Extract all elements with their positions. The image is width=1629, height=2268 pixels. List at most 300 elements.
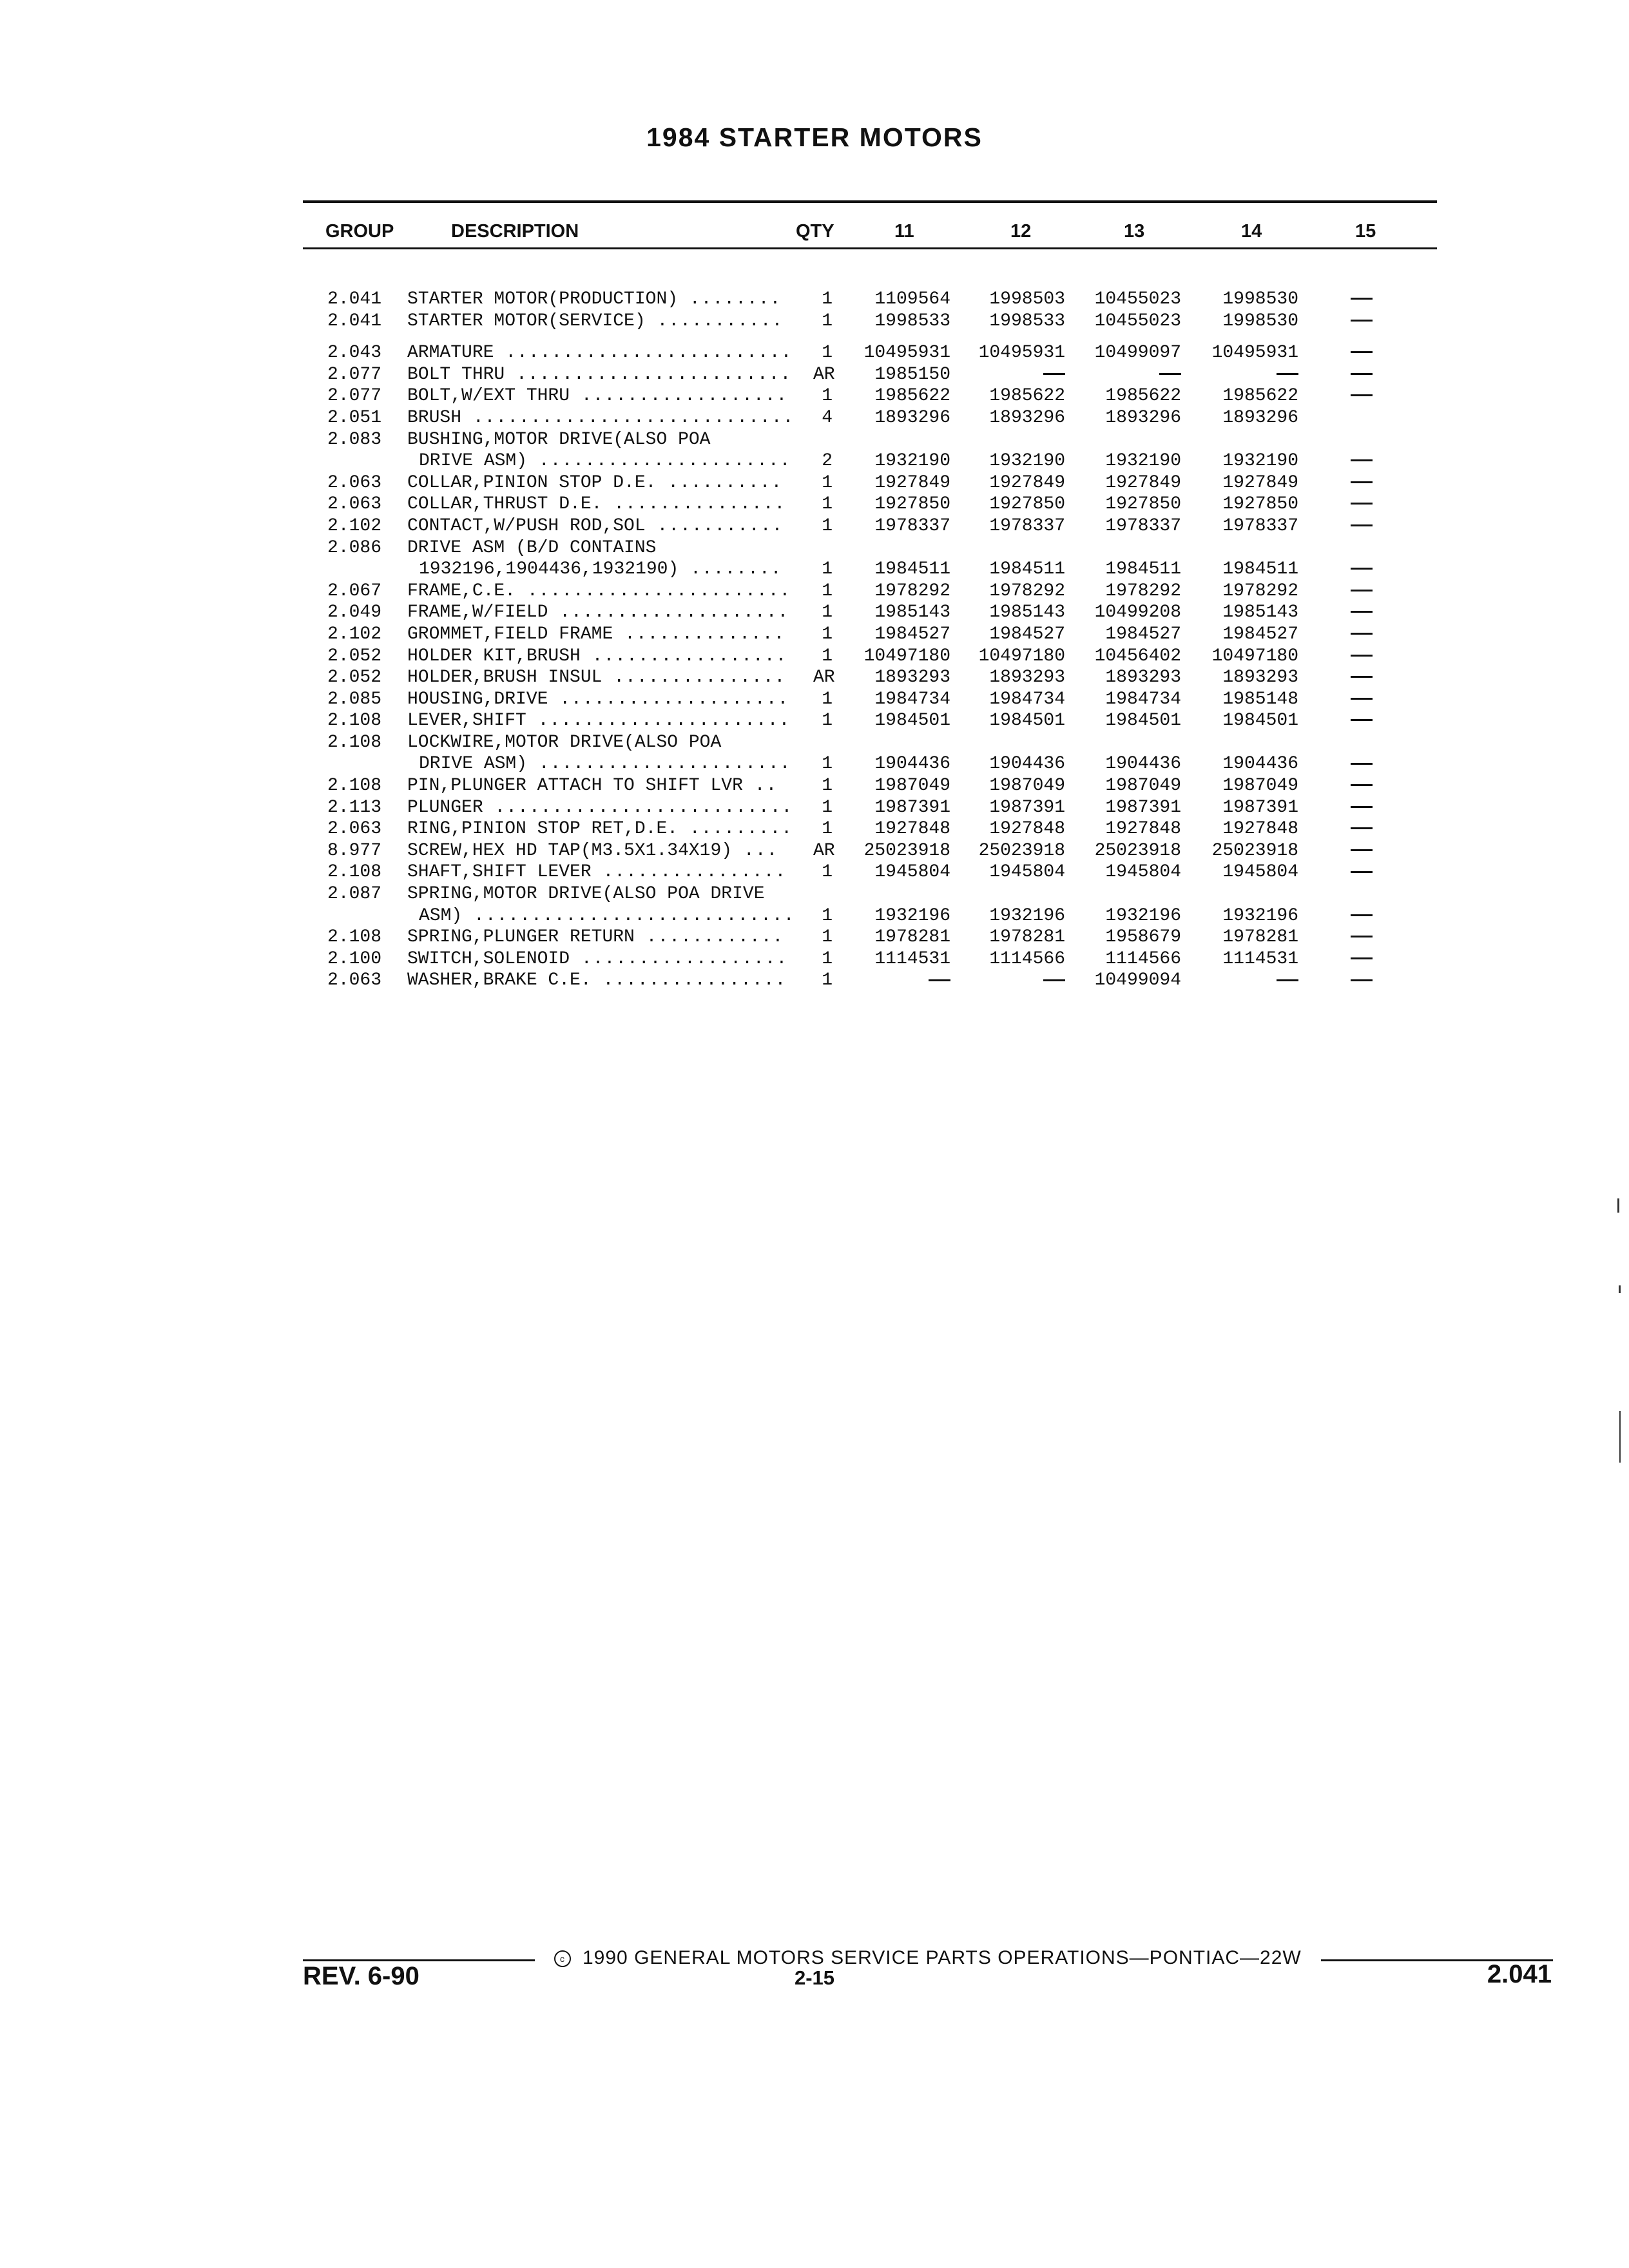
section-number: 2.041 — [1487, 1960, 1552, 1988]
part-col-15 — [1349, 624, 1374, 646]
table-row — [0, 927, 1629, 948]
table-row — [0, 624, 1629, 646]
part-col-15 — [1349, 450, 1374, 472]
part-col-13: 1927848 — [1105, 819, 1181, 840]
description-cell — [407, 710, 790, 732]
table-row — [0, 689, 1629, 711]
table-row — [0, 364, 1629, 386]
table-row — [0, 646, 1629, 668]
part-col-13: 10455023 — [1094, 311, 1181, 331]
part-col-15 — [1349, 797, 1374, 819]
description-cell — [407, 624, 785, 646]
header-col-15: 15 — [1355, 221, 1376, 242]
part-col-11: 1984501 — [874, 711, 950, 731]
description-text: BRUSH — [407, 407, 462, 428]
description-text: RING,PINION STOP RET,D.E. — [407, 819, 679, 840]
dash-mark — [1351, 351, 1373, 353]
group-cell: 2.052 — [327, 646, 382, 666]
part-col-13: 1987049 — [1105, 776, 1181, 796]
group-cell: 2.041 — [327, 289, 382, 309]
leader-dots: ............................ — [462, 905, 795, 926]
dash-mark — [1351, 957, 1373, 959]
part-col-12: 1978292 — [989, 581, 1065, 601]
leader-dots: ...................... — [526, 711, 791, 731]
description-text: SPRING,PLUNGER RETURN — [407, 927, 635, 948]
description-cell — [407, 311, 783, 332]
part-col-12 — [936, 364, 1065, 386]
part-col-13: 1904436 — [1105, 754, 1181, 774]
description-cell — [407, 494, 786, 515]
header-qty: QTY — [796, 221, 834, 242]
description-cell — [407, 689, 789, 711]
leader-dots: ........................ — [505, 364, 792, 385]
qty-cell: 1 — [822, 646, 833, 666]
leader-dots: ... — [732, 840, 778, 861]
part-col-11: 1893296 — [874, 407, 950, 428]
page-title: 1984 STARTER MOTORS — [646, 122, 983, 152]
part-col-11: 1932196 — [874, 905, 950, 926]
dash-mark — [1277, 979, 1298, 981]
part-col-14: 1114531 — [1222, 948, 1298, 969]
dash-mark — [1351, 655, 1373, 657]
description-text: LOCKWIRE,MOTOR DRIVE(ALSO POA — [407, 732, 722, 753]
table-row — [0, 515, 1629, 537]
dash-mark — [1351, 524, 1373, 526]
description-cell — [407, 602, 789, 624]
qty-cell: 1 — [822, 624, 833, 644]
description-text: HOLDER,BRUSH INSUL — [407, 668, 602, 688]
description-text: PLUNGER — [407, 797, 483, 818]
part-col-14: 1927848 — [1222, 819, 1298, 840]
leader-dots: .. — [742, 776, 778, 796]
part-col-11: 1984511 — [874, 559, 950, 580]
group-cell: 2.077 — [327, 386, 382, 407]
description-cell — [407, 289, 781, 311]
part-col-11: 25023918 — [863, 840, 950, 861]
part-col-12: 1893296 — [989, 407, 1065, 428]
part-col-14 — [1170, 364, 1298, 386]
description-cell — [407, 818, 793, 840]
description-text: STARTER MOTOR(SERVICE) — [407, 311, 646, 331]
part-col-14: 1987391 — [1222, 797, 1298, 818]
table-row — [0, 537, 1629, 559]
qty-cell: 1 — [822, 819, 833, 840]
part-col-12: 1927850 — [989, 494, 1065, 515]
part-col-14: 25023918 — [1211, 840, 1298, 861]
table-row — [0, 407, 1629, 429]
part-col-15 — [1349, 646, 1374, 668]
table-row — [0, 602, 1629, 624]
part-col-13: 1893293 — [1105, 668, 1181, 688]
qty-cell: 1 — [822, 689, 833, 709]
part-col-14: 1893296 — [1222, 407, 1298, 428]
part-col-14: 1893293 — [1222, 668, 1298, 688]
part-col-12: 1927848 — [989, 819, 1065, 840]
leader-dots: ............... — [602, 494, 786, 515]
group-cell: 2.108 — [327, 862, 382, 883]
qty-cell: 1 — [822, 776, 833, 796]
part-col-12: 10497180 — [978, 646, 1065, 666]
dash-mark — [1351, 936, 1373, 937]
part-col-11: 1945804 — [874, 862, 950, 883]
table-row — [0, 883, 1629, 905]
part-col-13: 1932190 — [1105, 451, 1181, 472]
part-col-15 — [1349, 753, 1374, 775]
description-text: BOLT,W/EXT THRU — [407, 386, 570, 407]
part-col-11: 1985150 — [874, 364, 950, 385]
qty-cell: 1 — [822, 472, 833, 493]
qty-cell: 1 — [822, 581, 833, 601]
description-text: ASM) — [419, 905, 463, 926]
part-col-15 — [1349, 840, 1374, 862]
description-cell — [419, 905, 795, 927]
part-col-14: 1985148 — [1222, 689, 1298, 709]
header-col-14: 14 — [1241, 221, 1262, 242]
group-cell: 2.067 — [327, 581, 382, 601]
dash-mark — [1351, 763, 1373, 765]
description-cell — [419, 753, 791, 775]
group-cell: 2.113 — [327, 797, 382, 818]
part-col-12: 1978281 — [989, 927, 1065, 948]
part-col-14: 1998530 — [1222, 289, 1298, 309]
table-row — [0, 948, 1629, 970]
part-col-15 — [1349, 927, 1374, 948]
part-col-12: 1987391 — [989, 797, 1065, 818]
description-cell — [407, 667, 786, 689]
description-text: SWITCH,SOLENOID — [407, 948, 570, 969]
description-text: WASHER,BRAKE C.E. — [407, 970, 592, 991]
part-col-14: 1932190 — [1222, 451, 1298, 472]
scan-mark — [1617, 1198, 1619, 1213]
group-cell: 2.108 — [327, 776, 382, 796]
dash-mark — [1351, 459, 1373, 461]
dash-mark — [1351, 719, 1373, 721]
part-col-11: 1893293 — [874, 668, 950, 688]
leader-dots: ....................... — [516, 581, 791, 601]
dash-mark — [1351, 806, 1373, 808]
table-row — [0, 311, 1629, 332]
part-col-13: 1984527 — [1105, 624, 1181, 644]
group-cell: 2.052 — [327, 668, 382, 688]
qty-cell: 1 — [822, 311, 833, 331]
qty-cell: 1 — [822, 602, 833, 623]
part-col-13: 25023918 — [1094, 840, 1181, 861]
description-text: DRIVE ASM) — [419, 754, 528, 774]
leader-dots: ......................... — [494, 343, 793, 363]
part-col-14: 1978337 — [1222, 515, 1298, 536]
dash-mark — [1351, 481, 1373, 483]
part-col-11: 1109564 — [874, 289, 950, 309]
header-bottom-rule — [303, 247, 1437, 249]
part-col-13: 10455023 — [1094, 289, 1181, 309]
description-cell — [407, 732, 721, 754]
leader-dots: ............................ — [461, 407, 795, 428]
part-col-14: 1978292 — [1222, 581, 1298, 601]
part-col-11: 1114531 — [874, 948, 950, 969]
dash-mark — [1351, 914, 1373, 916]
description-text: HOLDER KIT,BRUSH — [407, 646, 581, 666]
part-col-11: 1978281 — [874, 927, 950, 948]
description-cell — [407, 840, 778, 862]
group-cell: 2.108 — [327, 711, 382, 731]
group-cell: 8.977 — [327, 840, 382, 861]
part-col-14: 1985622 — [1222, 386, 1298, 407]
part-col-12: 1927849 — [989, 472, 1065, 493]
part-col-11: 1978337 — [874, 515, 950, 536]
leader-dots: ........... — [645, 311, 784, 331]
qty-cell: 1 — [822, 927, 833, 948]
description-text: DRIVE ASM) — [419, 451, 528, 472]
part-col-11: 1927849 — [874, 472, 950, 493]
part-col-14: 1998530 — [1222, 311, 1298, 331]
dash-mark — [1351, 784, 1373, 786]
table-row — [0, 342, 1629, 364]
description-text: COLLAR,PINION STOP D.E. — [407, 472, 657, 493]
part-col-11: 1987049 — [874, 776, 950, 796]
description-cell — [407, 646, 787, 668]
description-text: ARMATURE — [407, 343, 494, 363]
dash-mark — [1277, 373, 1298, 375]
part-col-15 — [1349, 559, 1374, 581]
dash-mark — [1351, 827, 1373, 829]
table-row — [0, 429, 1629, 451]
part-col-11: 1927848 — [874, 819, 950, 840]
part-col-13: 10499097 — [1094, 343, 1181, 363]
part-col-14: 10497180 — [1211, 646, 1298, 666]
part-col-14: 1984527 — [1222, 624, 1298, 644]
description-text: FRAME,C.E. — [407, 581, 516, 601]
table-row — [0, 385, 1629, 407]
part-col-13: 1932196 — [1105, 905, 1181, 926]
part-col-12: 1984511 — [989, 559, 1065, 580]
part-col-12 — [936, 970, 1065, 992]
description-text: DRIVE ASM (B/D CONTAINS — [407, 537, 657, 558]
table-row — [0, 581, 1629, 602]
dash-mark — [1351, 633, 1373, 635]
group-cell: 2.063 — [327, 819, 382, 840]
header-description: DESCRIPTION — [451, 221, 579, 242]
part-col-11: 1984527 — [874, 624, 950, 644]
part-col-11: 1927850 — [874, 494, 950, 515]
qty-cell: 1 — [822, 970, 833, 991]
part-col-12: 1984527 — [989, 624, 1065, 644]
description-cell — [407, 515, 783, 537]
group-cell: 2.108 — [327, 732, 382, 753]
part-col-15 — [1349, 342, 1374, 364]
group-cell: 2.063 — [327, 494, 382, 515]
qty-cell: 1 — [822, 289, 833, 309]
part-col-15 — [1349, 667, 1374, 689]
part-col-12: 1932196 — [989, 905, 1065, 926]
copyright-line — [554, 1947, 1302, 1969]
part-col-12: 1987049 — [989, 776, 1065, 796]
leader-dots: ........... — [645, 515, 784, 536]
part-col-11: 10497180 — [863, 646, 950, 666]
leader-dots: ...................... — [527, 451, 791, 472]
description-cell — [407, 537, 656, 559]
part-col-13: 1984501 — [1105, 711, 1181, 731]
dash-mark — [1351, 849, 1373, 851]
description-text: FRAME,W/FIELD — [407, 602, 548, 623]
group-cell: 2.102 — [327, 624, 382, 644]
qty-cell: 1 — [822, 515, 833, 536]
part-col-13: 10499208 — [1094, 602, 1181, 623]
part-col-11 — [822, 970, 950, 992]
part-col-12: 1998533 — [989, 311, 1065, 331]
table-row — [0, 450, 1629, 472]
table-row — [0, 753, 1629, 775]
part-col-11: 10495931 — [863, 343, 950, 363]
part-col-14: 1984511 — [1222, 559, 1298, 580]
table-row — [0, 559, 1629, 581]
leader-dots: .................... — [548, 689, 789, 709]
group-cell: 2.087 — [327, 884, 382, 905]
group-cell: 2.100 — [327, 948, 382, 969]
description-cell — [407, 883, 765, 905]
description-cell — [419, 559, 782, 581]
part-col-15 — [1349, 515, 1374, 537]
part-col-15 — [1349, 494, 1374, 515]
part-col-13: 1958679 — [1105, 927, 1181, 948]
group-cell: 2.063 — [327, 472, 382, 493]
scan-mark — [1619, 1411, 1621, 1463]
group-cell: 2.108 — [327, 927, 382, 948]
part-col-15 — [1349, 289, 1374, 311]
part-col-12: 1978337 — [989, 515, 1065, 536]
part-col-14: 1984501 — [1222, 711, 1298, 731]
description-cell — [407, 407, 794, 429]
table-row — [0, 667, 1629, 689]
leader-dots: ................ — [591, 970, 787, 991]
revision-label: REV. 6-90 — [303, 1962, 419, 1990]
header-group: GROUP — [325, 221, 394, 242]
group-cell: 2.086 — [327, 537, 382, 558]
part-col-13: 1927850 — [1105, 494, 1181, 515]
leader-dots: ................. — [580, 646, 787, 666]
group-cell: 2.043 — [327, 343, 382, 363]
qty-cell: 2 — [822, 451, 833, 472]
group-cell: 2.051 — [327, 407, 382, 428]
part-col-15 — [1349, 970, 1374, 992]
description-text: COLLAR,THRUST D.E. — [407, 494, 602, 515]
part-col-13 — [1052, 364, 1181, 386]
description-text: STARTER MOTOR(PRODUCTION) — [407, 289, 679, 309]
description-cell — [407, 927, 784, 948]
leader-dots: .......................... — [483, 797, 793, 818]
part-col-15 — [1349, 905, 1374, 927]
description-text: BOLT THRU — [407, 364, 505, 385]
leader-dots: ...................... — [527, 754, 791, 774]
table-row — [0, 818, 1629, 840]
leader-dots: ......... — [678, 819, 793, 840]
part-col-13: 1978337 — [1105, 515, 1181, 536]
table-row — [0, 710, 1629, 732]
leader-dots: .............. — [613, 624, 786, 644]
part-col-13: 1893296 — [1105, 407, 1181, 428]
qty-cell: 1 — [822, 494, 833, 515]
part-col-11: 1984734 — [874, 689, 950, 709]
table-row — [0, 905, 1629, 927]
part-col-12: 1932190 — [989, 451, 1065, 472]
part-col-14: 10495931 — [1211, 343, 1298, 363]
group-cell: 2.063 — [327, 970, 382, 991]
qty-cell: 1 — [822, 386, 833, 407]
table-row — [0, 970, 1629, 992]
scan-mark — [1619, 1285, 1621, 1293]
dash-mark — [1351, 871, 1373, 873]
part-col-12: 1893293 — [989, 668, 1065, 688]
group-cell: 2.041 — [327, 311, 382, 331]
description-text: CONTACT,W/PUSH ROD,SOL — [407, 515, 646, 536]
part-col-12: 1945804 — [989, 862, 1065, 883]
part-col-12: 1984501 — [989, 711, 1065, 731]
description-cell — [407, 342, 792, 364]
leader-dots: .................... — [548, 602, 789, 623]
part-col-11: 1932190 — [874, 451, 950, 472]
description-text: SPRING,MOTOR DRIVE(ALSO POA DRIVE — [407, 884, 765, 905]
dash-mark — [1351, 979, 1373, 981]
part-col-15 — [1349, 385, 1374, 407]
dash-mark — [1351, 568, 1373, 570]
dash-mark — [1351, 676, 1373, 678]
part-col-15 — [1349, 602, 1374, 624]
description-cell — [407, 581, 791, 602]
group-cell: 2.083 — [327, 429, 382, 450]
table-row — [0, 494, 1629, 515]
description-cell — [407, 970, 786, 992]
description-text: SCREW,HEX HD TAP(M3.5X1.34X19) — [407, 840, 733, 861]
description-text: 1932196,1904436,1932190) — [419, 559, 679, 580]
group-cell: 2.085 — [327, 689, 382, 709]
qty-cell: 1 — [822, 948, 833, 969]
copyright-text: 1990 GENERAL MOTORS SERVICE PARTS OPERATIONS—PONTIAC—22W — [583, 1947, 1302, 1968]
description-cell — [407, 472, 782, 494]
part-col-14: 1927850 — [1222, 494, 1298, 515]
parts-table-body — [0, 289, 1629, 992]
qty-cell: 1 — [822, 797, 833, 818]
description-text: SHAFT,SHIFT LEVER — [407, 862, 592, 883]
copyright-icon: c — [554, 1950, 571, 1967]
part-col-14: 1978281 — [1222, 927, 1298, 948]
description-cell — [407, 948, 787, 970]
leader-dots: ................ — [591, 862, 787, 883]
description-cell — [407, 797, 793, 819]
part-col-14: 1987049 — [1222, 776, 1298, 796]
description-text: LEVER,SHIFT — [407, 711, 526, 731]
leader-dots: .......... — [656, 472, 783, 493]
table-row — [0, 775, 1629, 797]
part-col-11: 1987391 — [874, 797, 950, 818]
qty-cell: 1 — [822, 754, 833, 774]
header-col-13: 13 — [1124, 221, 1145, 242]
leader-dots: .................. — [570, 948, 788, 969]
part-col-12: 10495931 — [978, 343, 1065, 363]
part-col-13: 1978292 — [1105, 581, 1181, 601]
qty-cell: 1 — [822, 343, 833, 363]
page-number: 2-15 — [794, 1966, 835, 1989]
dash-mark — [1351, 611, 1373, 613]
dash-mark — [1351, 698, 1373, 700]
description-text: PIN,PLUNGER ATTACH TO SHIFT LVR — [407, 776, 743, 796]
part-col-13: 1987391 — [1105, 797, 1181, 818]
part-col-15 — [1349, 472, 1374, 494]
description-cell — [407, 364, 791, 386]
qty-cell: AR — [813, 668, 835, 688]
leader-dots: ............ — [634, 927, 784, 948]
part-col-13: 1984511 — [1105, 559, 1181, 580]
part-col-15 — [1349, 775, 1374, 797]
part-col-15 — [1349, 710, 1374, 732]
